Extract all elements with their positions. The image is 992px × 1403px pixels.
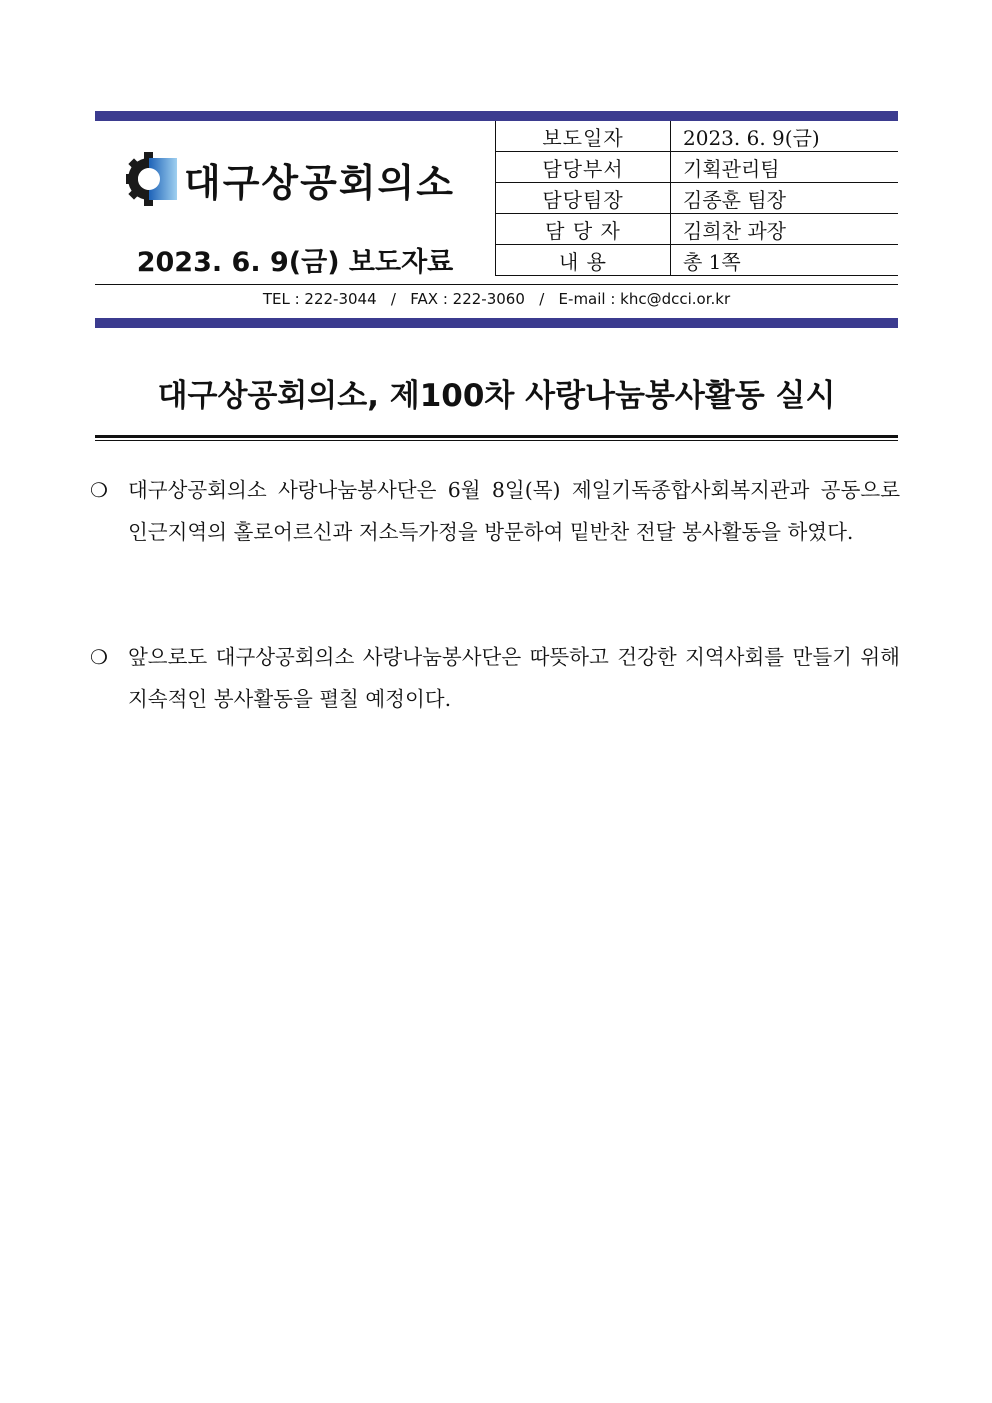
bullet-icon: ❍: [90, 645, 108, 669]
info-value: 김희찬 과장: [671, 214, 899, 245]
paragraph: 대구상공회의소 사랑나눔봉사단은 6월 8일(목) 제일기독종합사회복지관과 공동으로 인근지역의 홀로어르신과 저소득가정을 방문하여 밑반찬 전달 봉사활동을 하였다.: [128, 478, 900, 544]
paragraph: 앞으로도 대구상공회의소 사랑나눔봉사단은 따뜻하고 건강한 지역사회를 만들기 위해 지속적인 봉사활동을 펼칠 예정이다.: [128, 645, 900, 711]
info-key: 보도일자: [496, 121, 671, 152]
info-value: 김종훈 팀장: [671, 183, 899, 214]
info-key: 담당부서: [496, 152, 671, 183]
info-key: 담당팀장: [496, 183, 671, 214]
info-key: 내 용: [496, 245, 671, 276]
table-row: [496, 245, 899, 276]
headline: 대구상공회의소, 제100차 사랑나눔봉사활동 실시: [157, 378, 836, 414]
contact-info: TEL : 222-3044 / FAX : 222-3060 / E-mail : khc@dcci.or.kr: [262, 290, 731, 308]
release-date-label: 2023. 6. 9(금) 보도자료: [136, 247, 454, 278]
info-value: 2023. 6. 9(금): [671, 121, 899, 152]
logo-text: 대구상공회의소: [184, 160, 455, 205]
info-value: 총 1쪽: [671, 245, 899, 276]
logo: [118, 148, 478, 210]
table-row: [496, 121, 899, 152]
info-key: 담 당 자: [496, 214, 671, 245]
table-row: [496, 152, 899, 183]
table-row: [496, 183, 899, 214]
headline-underline: [95, 435, 898, 438]
bullet-icon: ❍: [90, 478, 108, 502]
info-value: 기획관리팀: [671, 152, 899, 183]
divider: [95, 284, 898, 285]
headline-underline-thin: [95, 440, 898, 441]
header-top-bar: [95, 111, 898, 121]
gear-icon: [118, 148, 180, 210]
header-bottom-bar: [95, 318, 898, 328]
table-row: [496, 214, 899, 245]
release-info-table: [495, 121, 898, 276]
